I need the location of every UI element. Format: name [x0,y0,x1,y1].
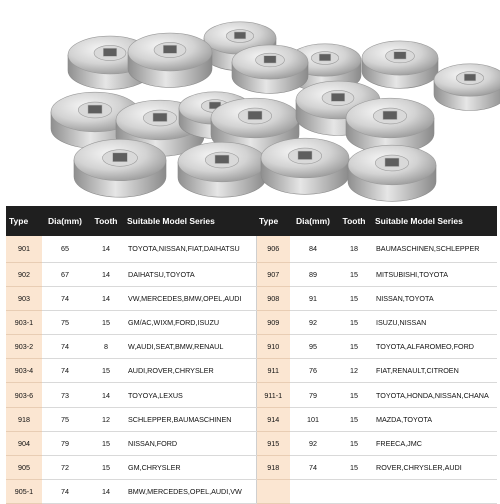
left-tooth-cell: 12 [88,407,124,431]
right-dia-cell [290,480,336,504]
table-row [6,286,497,310]
right-type-cell: 909 [256,310,290,334]
right-dia-cell: 84 [290,236,336,262]
left-type-cell: 905 [6,456,42,480]
right-type-cell: 907 [256,262,290,286]
left-dia-cell: 75 [42,407,88,431]
table-row [6,407,497,431]
right-dia-cell: 79 [290,383,336,407]
right-model-cell: FIAT,RENAULT,CITROEN [372,359,497,383]
left-model-cell: GM/AC,WIXM,FORD,ISUZU [124,310,256,334]
left-dia-cell: 79 [42,431,88,455]
right-model-cell: MAZDA,TOYOTA [372,407,497,431]
right-dia-cell: 89 [290,262,336,286]
header-model: Suitable Model Series [124,206,256,236]
right-model-cell: TOYOTA,ALFAROMEO,FORD [372,335,497,359]
left-tooth-cell: 15 [88,310,124,334]
oil-filter-cap-wrenches-image [0,0,500,205]
header-tooth: Tooth [88,206,124,236]
left-dia-cell: 74 [42,286,88,310]
right-tooth-cell: 15 [336,335,372,359]
table-body [6,236,497,504]
filter-cap-wrench [128,33,212,87]
filter-cap-wrench [232,45,308,93]
table-row [6,359,497,383]
right-model-cell: BAUMASCHINEN,SCHLEPPER [372,236,497,262]
table-row [6,383,497,407]
left-model-cell: SCHLEPPER,BAUMASCHINEN [124,407,256,431]
left-type-cell: 901 [6,236,42,262]
right-type-cell: 910 [256,335,290,359]
right-model-cell: ROVER,CHRYSLER,AUDI [372,456,497,480]
left-dia-cell: 74 [42,480,88,504]
left-type-cell: 903 [6,286,42,310]
left-dia-cell: 74 [42,359,88,383]
left-tooth-cell: 14 [88,286,124,310]
left-type-cell: 902 [6,262,42,286]
left-type-cell: 903-2 [6,335,42,359]
left-dia-cell: 65 [42,236,88,262]
left-model-cell: VW,MERCEDES,BMW,OPEL,AUDI [124,286,256,310]
right-model-cell: MITSUBISHI,TOYOTA [372,262,497,286]
right-tooth-cell: 15 [336,431,372,455]
left-tooth-cell: 14 [88,262,124,286]
table-header-row [6,206,497,236]
right-model-cell [372,480,497,504]
right-type-cell: 911-1 [256,383,290,407]
table-row [6,431,497,455]
right-model-cell: TOYOTA,HONDA,NISSAN,CHANA [372,383,497,407]
right-type-cell: 918 [256,456,290,480]
left-model-cell: AUDI,ROVER,CHRYSLER [124,359,256,383]
table-row [6,335,497,359]
right-type-cell: 914 [256,407,290,431]
table-row [6,310,497,334]
right-tooth-cell: 15 [336,456,372,480]
right-tooth-cell: 18 [336,236,372,262]
left-model-cell: DAIHATSU,TOYOTA [124,262,256,286]
left-type-cell: 904 [6,431,42,455]
right-dia-cell: 92 [290,431,336,455]
left-dia-cell: 72 [42,456,88,480]
filter-cap-wrench [362,41,438,88]
filter-cap-wrench [434,64,500,111]
right-tooth-cell: 15 [336,310,372,334]
right-type-cell: 908 [256,286,290,310]
left-type-cell: 918 [6,407,42,431]
right-type-cell: 906 [256,236,290,262]
right-dia-cell: 95 [290,335,336,359]
spec-table [6,206,497,504]
header-type-right: Type [256,206,290,236]
right-dia-cell: 74 [290,456,336,480]
left-tooth-cell: 15 [88,431,124,455]
header-dia-right: Dia(mm) [290,206,336,236]
right-type-cell: 915 [256,431,290,455]
left-tooth-cell: 8 [88,335,124,359]
header-model-right: Suitable Model Series [372,206,497,236]
left-tooth-cell: 14 [88,383,124,407]
right-model-cell: FREECA,JMC [372,431,497,455]
left-tooth-cell: 14 [88,236,124,262]
left-tooth-cell: 15 [88,456,124,480]
right-tooth-cell: 15 [336,262,372,286]
table-row [6,262,497,286]
left-model-cell: W,AUDI,SEAT,BMW,RENAUL [124,335,256,359]
filter-cap-wrench [178,142,266,197]
right-tooth-cell: 15 [336,286,372,310]
left-dia-cell: 74 [42,335,88,359]
header-tooth-right: Tooth [336,206,372,236]
right-dia-cell: 76 [290,359,336,383]
right-dia-cell: 91 [290,286,336,310]
right-model-cell: NISSAN,TOYOTA [372,286,497,310]
left-dia-cell: 67 [42,262,88,286]
right-tooth-cell [336,480,372,504]
right-type-cell: 911 [256,359,290,383]
left-dia-cell: 75 [42,310,88,334]
table-row [6,480,497,504]
table-row [6,236,497,262]
header-type: Type [6,206,42,236]
right-model-cell: ISUZU,NISSAN [372,310,497,334]
product-photo [0,0,500,205]
header-dia: Dia(mm) [42,206,88,236]
left-model-cell: NISSAN,FORD [124,431,256,455]
right-type-cell [256,480,290,504]
right-tooth-cell: 15 [336,407,372,431]
filter-cap-wrench [74,139,166,197]
right-tooth-cell: 15 [336,383,372,407]
left-model-cell: TOYOTA,NISSAN,FIAT,DAIHATSU [124,236,256,262]
left-model-cell: BMW,MERCEDES,OPEL,AUDI,VW [124,480,256,504]
left-tooth-cell: 14 [88,480,124,504]
right-dia-cell: 101 [290,407,336,431]
left-type-cell: 903-6 [6,383,42,407]
right-dia-cell: 92 [290,310,336,334]
right-tooth-cell: 12 [336,359,372,383]
table-row [6,456,497,480]
left-type-cell: 905-1 [6,480,42,504]
left-model-cell: GM,CHRYSLER [124,456,256,480]
filter-cap-wrench [261,138,349,194]
left-dia-cell: 73 [42,383,88,407]
left-model-cell: TOYOYA,LEXUS [124,383,256,407]
filter-cap-wrench [348,145,436,201]
left-type-cell: 903-1 [6,310,42,334]
left-tooth-cell: 15 [88,359,124,383]
left-type-cell: 903-4 [6,359,42,383]
